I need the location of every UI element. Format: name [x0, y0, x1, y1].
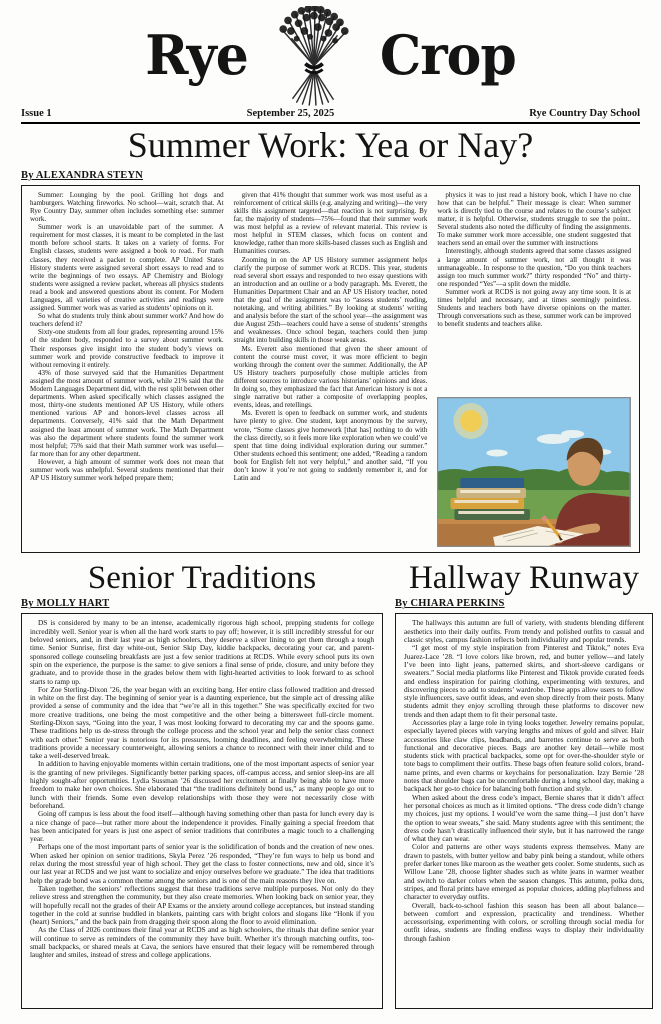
senior-traditions-article — [21, 559, 383, 1010]
paragraph: Ms. Everett is open to feedback on summer work, and students have plenty to give. One student, kept anonymous by the survey, wrote, “Some classes give homework [that has] nothing to do with the class directly, so it feels more like exploration when we could’ve spent that time doing individual exploration during our summer.” Other students echoed this sentiment; one added, “Reading a random book for English felt not very helpful,” and another said, “If you don’t know it you’re not going to suddenly remember it, and for Latin and — [233, 409, 428, 483]
hallway-runway-byline: By CHIARA PERKINS — [395, 598, 505, 610]
paragraph: given that 41% thought that summer work was most useful as a reinforcement of critical skills (e.g. analyzing and writing)—the very skills this assignment targeted—that reaction is not surprising. By far, the majority of students—75%—found that their summer work was most helpful as a review of relevant material. This review is most helpful in STEM classes, which focus on content and knowledge, rather than more skills-based classes such as English and Humanities courses. — [233, 190, 428, 256]
paragraph: So what do students truly think about summer work? And how do teachers defend it? — [30, 312, 224, 329]
lead-article-body — [21, 185, 640, 553]
paragraph: When asked about the dress code’s impact, Bernie shares that it didn’t affect her personal choices as much as it limited options. “The dress code didn’t change my choices, just my options. I would’ve worn the same thing—I just don’t have the option to wear sweats,” she said. Many students agree with this sentiment; the dress code hasn’t drastically influenced their style, but it has narrowed the range of what they can wear. — [404, 792, 644, 844]
masthead-title-left: Rye — [145, 23, 248, 88]
paragraph: “I get most of my style inspiration from Pinterest and Tiktok,” notes Eva Juarez-Lace ’28. “I love colors like brown, red, and butter yellow—and lately I’ve been into light jeans, patterned skirts, and short-sleeve cardigans or sweaters.” Social media platforms like Pinterest and Tiktok provide curated feeds and endless inspiration for pairing clothing, experimenting with textures, and discovering pieces to add to students’ wardrobe. These apps allow users to follow style influencers, save outfit ideas, and even shop directly from their posts. Many students admit they enjoy scrolling through these platforms to discover new trends and then adapt them to fit their personal taste. — [404, 643, 644, 719]
wheat-sheaf-icon — [274, 6, 354, 106]
masthead-title-right: Crop — [379, 23, 516, 88]
paragraph: Sixty-one students from all four grades, representing around 15% of the student body, responded to a survey about summer work. Their responses give insight into the student body’s views on summer work and provide constructive feedback to improve it without removing it entirely. — [30, 328, 224, 369]
lead-byline: By ALEXANDRA STEYN — [21, 169, 144, 181]
paragraph: As the Class of 2026 continues their final year at RCDS and as high schoolers, the rituals that define senior year will continue to serve as reminders of the community they have built. Whether it’s through matching outfits, too-small backpacks, or shared meals at Cava, the seniors have ensured that their legacy will be remembered through laughter and smiles, instead of stress and college applications. — [30, 925, 374, 960]
school-label: Rye Country Day School — [529, 108, 640, 119]
paragraph: Overall, back-to-school fashion this season has been all about balance—between comfort and expression, practicality and trendiness. Whether accessorising, experimenting with colors, or scrolling through social media for outfit ideas, students are finding endless ways to display their individuality through fashion — [404, 900, 644, 943]
paragraph: The hallways this autumn are full of variety, with students blending different aesthetics into their daily outfits. From trendy and polished outfits to casual and classic styles, campus fashion reflects both individuality and popular trends. — [404, 618, 644, 645]
paragraph: Taken together, the seniors’ reflections suggest that these traditions serve multiple purposes. Not only do they relieve stress and strengthen the community, but they also create memories. When looking back on senior year, they will hopefully recall not the grades of their AP Exams or the anxiety around college acceptances, but instead standing together in the cold at sunrise huddled in blankets, painting cars with bright colors and slogans like “Honk if you (heart) Seniors,” and the back pain from dragging their spoon along the floor to avoid elimination. — [30, 883, 374, 927]
lead-article — [0, 127, 661, 553]
paragraph: Summer work at RCDS is not going away any time soon. It is at times helpful and necessary, and at times seemingly pointless. Students and teachers both have diverse opinions on the matter. Through conversations such as these, summer work can be improved to benefit students and teachers alike. — [437, 287, 632, 329]
hallway-runway-headline: Hallway Runway — [408, 559, 640, 596]
book-stack — [451, 478, 530, 520]
paragraph: Interestingly, although students agreed that some classes assigned a large amount of summer work, not all thought it was unmanageable.. In response to the question, “Do you think teachers assign too much summer work?” thirty responded “No” and thirty-one responded “Yes”—a split down the middle. — [437, 247, 632, 288]
paragraph: Going off campus is less about the food itself—although having something other than pasta for lunch every day is a nice change of pace—but rather more about the independence it provides. Finally gaining a special freedom that has been anticipated for years is just one aspect of senior traditions that contributes a magic touch to a challenging year. — [30, 809, 374, 844]
date-label: September 25, 2025 — [246, 108, 335, 119]
masthead — [0, 0, 661, 124]
paragraph: Summer: Lounging by the pool. Grilling hot dogs and hamburgers. Watching fireworks. No school—wait, scratch that. At Rye Country Day, summer often includes something else: summer work. — [30, 190, 224, 224]
lead-headline: Summer Work: Yea or Nay? — [127, 125, 534, 165]
lead-column-2 — [234, 191, 428, 547]
sun-icon — [461, 410, 482, 432]
paragraph: DS is considered by many to be an intense, academically rigorous high school, prepping students for college incredibly well. Senior year is when all the hard work starts to pay off; however, it is still incredibly stressful for our beloved seniors, and, in their last year as high schoolers, they deserve a silver lining to get them through a tough time. Senior Sunrise, first day white-out, Senior Skip Day, kiddie backpacks, decorating your car, and parent-sponsored college counseling breakfasts are just a few senior traditions at RCDS. While every school puts its own spin on the experience, the purpose is the same: to give seniors a final sense of pride, closure, and unity before they graduate, and to provide those in the grades below them with light-hearted activities to look forward to as school starts to ramp up. — [30, 618, 374, 686]
senior-traditions-body — [21, 613, 383, 1009]
hallway-runway-article — [395, 559, 653, 1010]
senior-traditions-byline: By MOLLY HART — [21, 598, 110, 610]
paragraph: For Zoe Sterling-Dixon ’26, the year began with an exciting bang. Her entire class followed tradition and dressed in white on the first day. The beginning of senior year is a daunting experience, but the simple act of dressing alike provided a sense of community and the idea that “we’re all in this together.” She was specifically excited for two more creative traditions, one being the most competitive and the other being a bittersweet full-circle moment. Sterling-Dixon says, “Going into the year, I was most looking forward to decorating my car and the spoons game. These traditions help us de-stress through the college process and the school year and help the senior class connect with each other.” Senior year is notorious for its pressures, looming deadlines, and feeling overwhelming. These traditions provide a necessary counterweight, allowing seniors a chance to reconnect with their inner child and to take a well-deserved break. — [30, 684, 374, 761]
dateline — [21, 108, 640, 124]
paragraph: Summer work is an unavoidable part of the summer. A requirement for most classes, it is meant to be completed in the last month before school starts. It takes on a variety of forms. For English classes, students were assigned a book to read.. For math classes, they received a packet to complete. AP United States History students were assigned several short essays to read and to write the beginnings of two essays. AP Chemistry and Biology students were assigned a review packet, whereas all physics students read a book and answered questions about its content. For Modern Languages, all varieties of creative activities and readings were assigned. Summer work was as varied as students’ opinions on it. — [30, 223, 224, 313]
issue-label: Issue 1 — [21, 108, 52, 119]
masthead-title-row — [0, 0, 661, 108]
paragraph: Accessories play a large role in tying looks together. Jewelry remains popular, especially layered pieces with varying lengths and mixes of gold and silver. Hair accessories like claw clips, headbands, and barrettes continue to serve as both functional and decorative pieces. Bags are another key detail—while most students stick with practical backpacks, some opt for over-the-shoulder style or tote bags to compliment their outfits. These bags often feature solid colors, brand-name prints, and even charms or keychains for personalization. Izzy Bernie ’28 notes that shoulder bags can be uncomfortable during a long school day, making a backpack her go-to choice for balancing both function and style. — [404, 718, 644, 794]
paragraph: Zooming in on the AP US History summer assignment helps clarify the purpose of summer work at RCDS. This year, students read several short essays and responded to two essay questions with an introduction and an outline or a body paragraph. Ms. Everett, the Humanities Department Chair and an AP US History teacher, noted that the goal of the assignment was to “assess students’ reading, notetaking, and writing abilities.” By looking at students’ writing and analysis before the start of the school year—the assignment was due August 25th—teachers could have a sense of students’ strengths and weaknesses. Once school began, teachers could then jump straight into building skills in those weak areas. — [233, 255, 428, 345]
paragraph: Perhaps one of the most important parts of senior year is the solidification of bonds and the creation of new ones. When asked her opinion on senior traditions, Skyla Perez ’26 responded, “They’re fun ways to help us bond and relax during the most stressful year of high school. They get the class to foster connections, new and old, since it’s our last year at RCDS and we just want to socialize and enjoy ourselves before we graduate.” The idea that traditions help the grade bond was a common theme among the seniors and is one of the main reasons they live on. — [30, 842, 374, 885]
lead-column-1 — [30, 191, 224, 547]
lead-column-3 — [437, 191, 631, 547]
paragraph: Ms. Everett also mentioned that given the sheer amount of content the course must cover, it was more efficient to begin working through the content over the summer. Additionally, the AP US History teachers purposefully chose multiple articles from different sources to introduce various historians’ opinions and ideas. In doing so, they emphasized the fact that American history is not a single narrative but rather a composite of overlapping peoples, events, ideas, and retellings. — [233, 344, 428, 410]
paragraph: In addition to having enjoyable moments within certain traditions, one of the most important aspects of senior year is the granting of new privileges. Significantly better parking spaces, off-campus access, and senior sleep-ins are all highly sought-after opportunities. Lydia Sussman ’26 discussed her excitement at finally being able to have more freedom to make her own choices. She elaborated that “the traditions definitely bond us,” as many people go out to lunch with their friends. Some even develop relationships with those they were not necessarily close with beforehand. — [30, 759, 374, 810]
paragraph: However, a high amount of summer work does not mean that summer work was unhelpful. Several students mentioned that their AP US History summer work helped prepare them; — [30, 457, 224, 483]
paragraph: physics it was to just read a history book, which I have no clue how that can be helpful.” Their message is clear: When summer work is directly tied to the course and relates to the course’s subject matter, it is helpful. Otherwise, students struggle to see the point.. Several students also noted the difficulty of finding the assignments. To make summer work more accessible, one student suggested that teachers send an email over the summer with instructions — [437, 190, 632, 248]
paragraph: 43% of those surveyed said that the Humanities Department assigned the most amount of summer work, while 21% said that the Modern Languages Department did, with the rest split between other departments. When asked specifically which classes assigned the most, thirty-one students mentioned AP US History, while others mentioned various AP and honors-level classes across all departments. Conversely, 41% said that the Math Department assigned the least amount of summer work. The Math Department was also the department where students found the summer work most helpful; 75% said that their Math summer work was useful—far more than for any other department. — [30, 368, 224, 458]
bottom-section — [0, 553, 661, 1010]
paragraph: Color and patterns are other ways students express themselves. Many are drawn to pastels, with butter yellow and baby pink being a standout, while others prefer darker tones like maroon as the weather gets cooler. Some students, such as Willow Lane ’28, choose lighter shades such as white jeans in warmer weather and switch to darker colors when the season changes. This autumn, polka dots, stripes, and floral prints have emerged as popular choices, adding playfulness and character to everyday outfits. — [404, 842, 644, 902]
lead-column-3-text — [437, 191, 631, 329]
hallway-runway-body — [395, 613, 653, 1009]
senior-traditions-headline: Senior Traditions — [87, 559, 317, 596]
student-writing-illustration — [437, 397, 631, 547]
